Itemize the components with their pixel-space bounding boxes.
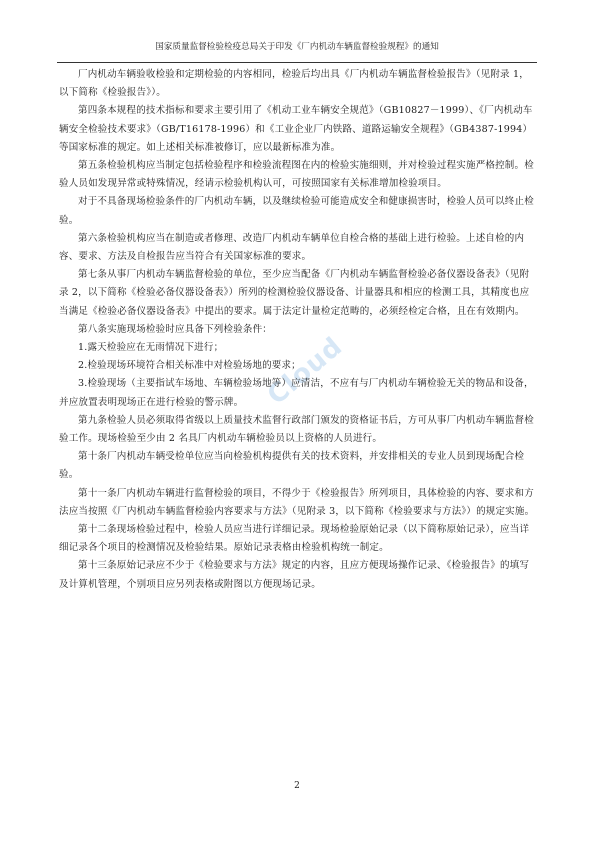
page-footer: [0, 781, 594, 791]
list-item-condition-2: 2.检验现场环境符合相关标准中对检验场地的要求；: [78, 360, 301, 372]
paragraph-article-8: 第八条实施现场检验时应具备下列检验条件：: [78, 323, 273, 335]
paragraph-article-5: 第五条检验机构应当制定包括检验程序和检验流程图在内的检验实施细则，并对检验过程实施严格控制。检验人员如发现异常或特殊情况，经请示检验机构认可，可按照国家有关标准增加检验项目。: [59, 160, 534, 190]
list-item-condition-3: 3.检验现场（主要指试车场地、车辆检验场地等）应清洁，不应有与厂内机动车辆检验无关的物品和设备，并应放置表明现场正在进行检验的警示牌。: [59, 378, 534, 408]
paragraph-article-6: 第六条检验机构应当在制造或者修理、改造厂内机动车辆单位自检合格的基础上进行检验。上述自检的内容、要求、方法及自检报告应当符合有关国家标准的要求。: [59, 232, 525, 263]
page-number: 2: [294, 781, 300, 791]
list-item-condition-1: 1.露天检验应在无雨情况下进行；: [78, 342, 224, 354]
header-title: 国家质量监督检验检疫总局关于印发《厂内机动车辆监督检验规程》的通知: [155, 42, 439, 52]
paragraph-article-10: 第十条厂内机动车辆受检单位应当向检验机构提供有关的技术资料，并安排相关的专业人员到现场配合检验。: [59, 451, 525, 481]
paragraph-article-7: 第七条从事厂内机动车辆监督检验的单位，至少应当配备《厂内机动车辆监督检验必备仪器设备表》（见附录 2，以下简称《检验必备仪器设备表》）所列的检测检验仪器设备、计量器具和相应的检测工具，其精度也应当满足《检验必备仪器设备表》中提出的要求。属于法定计量检定范畴的，必须经检定合格，且在有效期内。: [59, 269, 530, 317]
paragraph-article-4: 第四条本规程的技术指标和要求主要引用了《机动工业车辆安全规范》（GB10827－1999）、《厂内机动车辆安全检验技术要求》（GB/T16178-1996）和《工业企业厂内铁路、道路运输安全规程》（GB4387-1994）等国家标准的规定。如上述相关标准被修订，应以最新标准为准。: [59, 105, 533, 153]
paragraph-article-12: 第十二条现场检验过程中，检验人员应当进行详细记录。现场检验原始记录（以下简称原始记录），应当详细记录各个项目的检测情况及检验结果。原始记录表格由检验机构统一制定。: [59, 524, 530, 554]
page-header: [57, 40, 537, 63]
paragraph-terminate-inspection: 对于不具备现场检验条件的厂内机动车辆，以及继续检验可能造成安全和健康损害时，检验人员可以终止检验。: [59, 196, 534, 226]
document-body: [59, 66, 537, 594]
paragraph-article-13: 第十三条原始记录应不少于《检验要求与方法》规定的内容，且应方便现场操作记录、《检验报告》的填写及计算机管理，个别项目应另列表格或附图以方便现场记录。: [59, 560, 530, 590]
paragraph-article-11: 第十一条厂内机动车辆进行监督检验的项目，不得少于《检验报告》所列项目，具体检验的内容、要求和方法应当按照《厂内机动车辆监督检验内容要求与方法》（见附录 3，以下简称《检验要求与方法》）的规定实施。: [59, 487, 535, 517]
paragraph-inspection-report: 厂内机动车辆验收检验和定期检验的内容相同，检验后均出具《厂内机动车辆监督检验报告》（见附录 1，以下简称《检验报告》）。: [59, 69, 529, 99]
paragraph-article-9: 第九条检验人员必须取得省级以上质量技术监督行政部门颁发的资格证书后，方可从事厂内机动车辆监督检验工作。现场检验至少由 2 名具厂内机动车辆检验员以上资格的人员进行。: [59, 414, 534, 445]
watermark-text: Cloud: [262, 331, 349, 411]
